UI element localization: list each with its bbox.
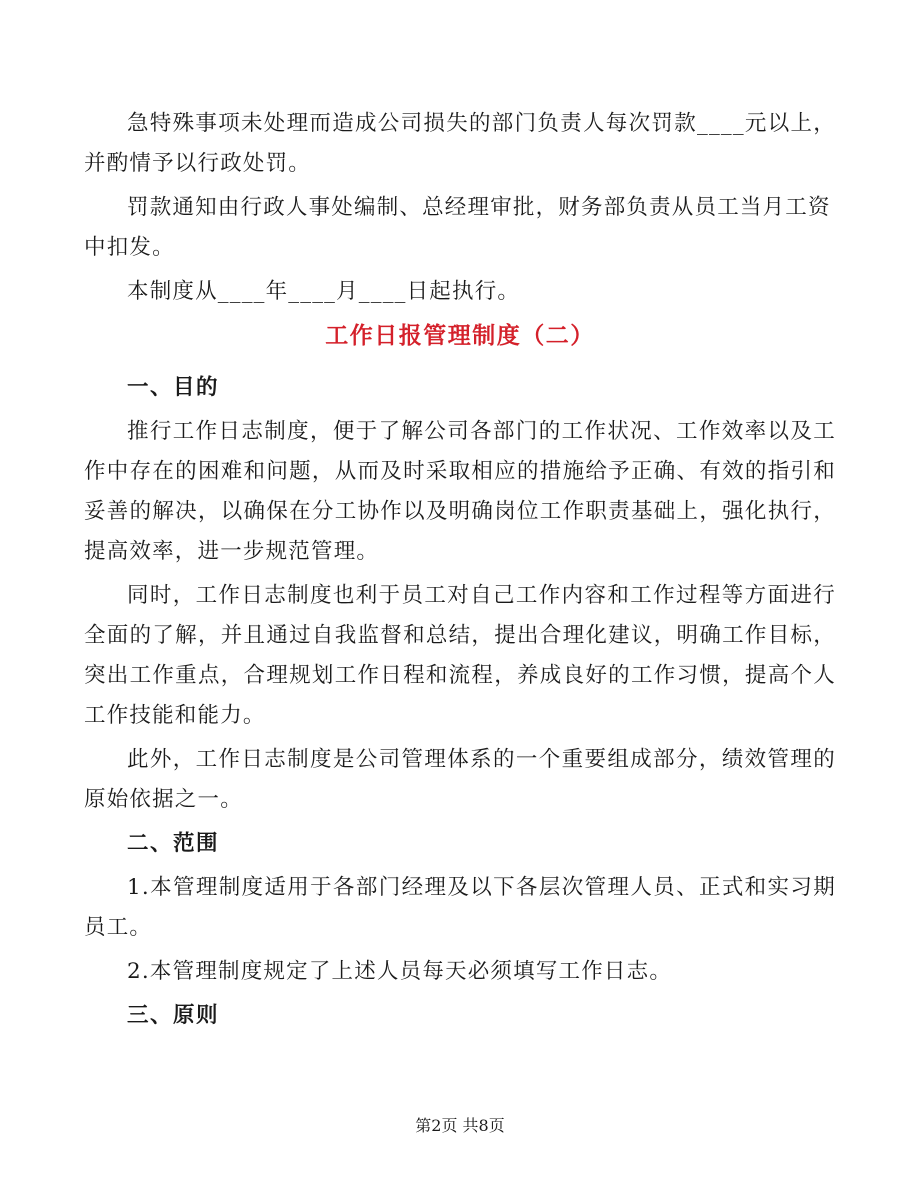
section-heading-purpose: 一、目的	[127, 375, 220, 400]
paragraph-purpose-2: 同时，工作日志制度也利于员工对自己工作内容和工作过程等方面进行全面的了解，并且通过自我监督和总结，提出合理化建议，明确工作目标，突出工作重点，合理规划工作日程和流程，养成良好的工作习惯，提高个人工作技能和能力。	[84, 583, 836, 728]
paragraph-scope-1: 1.本管理制度适用于各部门经理及以下各层次管理人员、正式和实习期员工。	[84, 875, 836, 940]
paragraph-purpose-1: 推行工作日志制度，便于了解公司各部门的工作状况、工作效率以及工作中存在的困难和问题，从而及时采取相应的措施给予正确、有效的指引和妥善的解决，以确保在分工协作以及明确岗位工作职责基础上，强化执行，提高效率，进一步规范管理。	[84, 419, 836, 564]
paragraph-purpose-3: 此外，工作日志制度是公司管理体系的一个重要组成部分，绩效管理的原始依据之一。	[84, 747, 836, 812]
document-title: 工作日报管理制度（二）	[325, 322, 595, 349]
document-body	[84, 104, 836, 1040]
page-number: 第2页 共8页	[415, 1116, 505, 1135]
paragraph-fine-notice: 罚款通知由行政人事处编制、总经理审批，财务部负责从员工当月工资	[127, 195, 831, 220]
section-heading-principles: 三、原则	[127, 1003, 220, 1028]
paragraph-scope-2: 2.本管理制度规定了上述人员每天必须填写工作日志。	[127, 959, 673, 984]
section-heading-scope: 二、范围	[127, 831, 220, 856]
paragraph-effective-date: 本制度从____年____月____日起执行。	[127, 279, 521, 304]
paragraph-penalty: 急特殊事项未处理而造成公司损失的部门负责人每次罚款____元以上，并酌情予以行政处罚。	[84, 111, 836, 176]
paragraph-fine-notice-cont: 中扣发。	[84, 235, 175, 260]
